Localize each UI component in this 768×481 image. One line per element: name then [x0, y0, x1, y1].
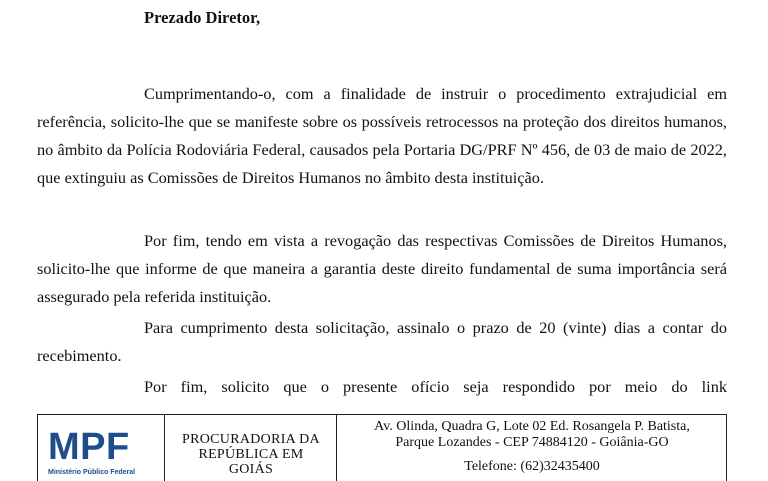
org-name	[166, 432, 336, 477]
address-line-1: Av. Olinda, Quadra G, Lote 02 Ed. Rosangela P. Batista,	[374, 419, 690, 434]
letterhead-footer	[37, 414, 727, 481]
salutation: Prezado Diretor,	[144, 8, 261, 27]
address-line-2: Parque Lozandes - CEP 74884120 - Goiânia-GO	[395, 435, 669, 450]
org-name-line-2: REPÚBLICA EM	[198, 447, 304, 462]
paragraph-4: Por fim, solicito que o presente ofício seja respondido por meio do link	[144, 377, 727, 396]
org-name-line-3: GOIÁS	[228, 462, 274, 477]
phone-number: Telefone: (62)32435400	[464, 459, 600, 474]
address-cell	[338, 415, 726, 481]
mpf-logo	[38, 415, 165, 481]
org-name-line-1: PROCURADORIA DA	[182, 432, 320, 447]
paragraph-1: Cumprimentando-o, com a finalidade de instruir o procedimento extrajudicial em referência, solicito-lhe que se manifeste sobre os possíveis retrocessos na proteção dos direitos humanos, no âmbito da Polícia Rodoviária Federal, causados pela Portaria DG/PRF Nº 456, de 03 de maio de 2022, que extinguiu as Comissões de Direitos Humanos no âmbito desta instituição.	[37, 84, 727, 187]
mpf-logo-mark: MPF	[48, 426, 130, 468]
paragraph-3: Para cumprimento desta solicitação, assinalo o prazo de 20 (vinte) dias a contar do recebimento.	[37, 318, 727, 365]
org-name-cell	[166, 415, 337, 481]
mpf-logo-caption: Ministério Público Federal	[48, 469, 136, 476]
paragraph-2: Por fim, tendo em vista a revogação das respectivas Comissões de Direitos Humanos, solicito-lhe que informe de que maneira a garantia deste direito fundamental de suma importância será assegurado pela referida instituição.	[37, 231, 727, 306]
